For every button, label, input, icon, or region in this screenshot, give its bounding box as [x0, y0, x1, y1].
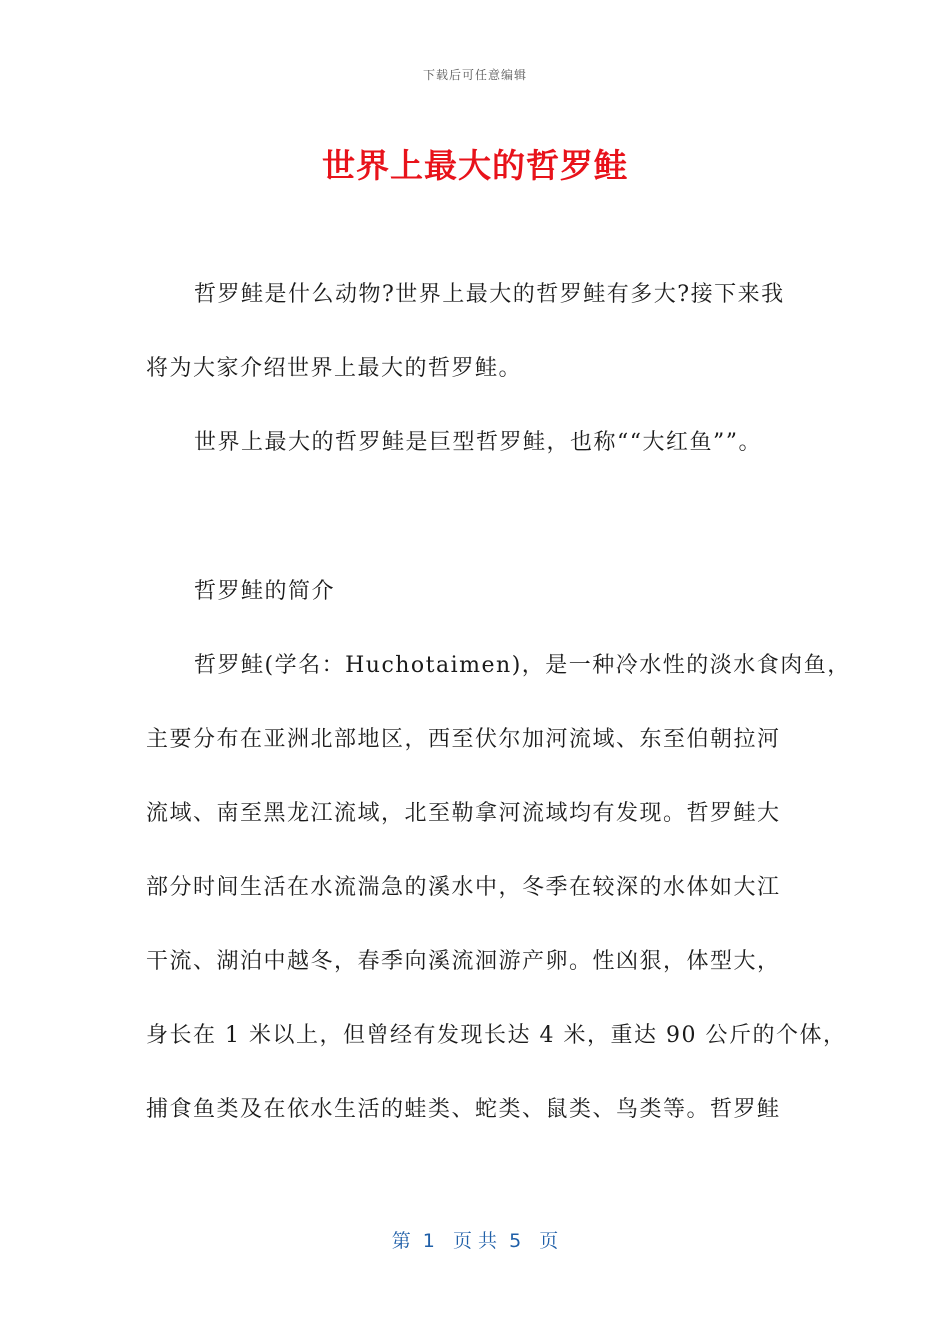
paragraph-line: 流域、南至黑龙江流域，北至勒拿河流域均有发现。哲罗鲑大	[146, 801, 781, 826]
header-note: 下载后可任意编辑	[422, 68, 527, 82]
page-number-footer: 第 1 页 共 5 页	[391, 1230, 559, 1252]
paragraph-line: 捕食鱼类及在依水生活的蛙类、蛇类、鼠类、鸟类等。哲罗鲑	[146, 1097, 781, 1122]
intro-section-block	[146, 555, 851, 1147]
paragraph-line: 哲罗鲑(学名：Huchotaimen)，是一种冷水性的淡水食肉鱼，	[194, 653, 851, 678]
intro-block	[146, 258, 826, 480]
paragraph-line: 部分时间生活在水流湍急的溪水中，冬季在较深的水体如大江	[146, 875, 781, 900]
paragraph-line: 哲罗鲑是什么动物?世界上最大的哲罗鲑有多大?接下来我	[194, 282, 785, 307]
paragraph-line: 将为大家介绍世界上最大的哲罗鲑。	[146, 356, 523, 381]
paragraph-line: 身长在 1 米以上，但曾经有发现长达 4 米，重达 90 公斤的个体，	[146, 1023, 847, 1048]
paragraph-line: 世界上最大的哲罗鲑是巨型哲罗鲑，也称““大红鱼””。	[194, 430, 762, 455]
paragraph-line: 干流、湖泊中越冬，春季向溪流洄游产卵。性凶狠，体型大，	[146, 949, 781, 974]
document-title: 世界上最大的哲罗鲑	[322, 146, 628, 185]
section-heading: 哲罗鲑的简介	[194, 579, 336, 604]
paragraph-line: 主要分布在亚洲北部地区，西至伏尔加河流域、东至伯朝拉河	[146, 727, 781, 752]
